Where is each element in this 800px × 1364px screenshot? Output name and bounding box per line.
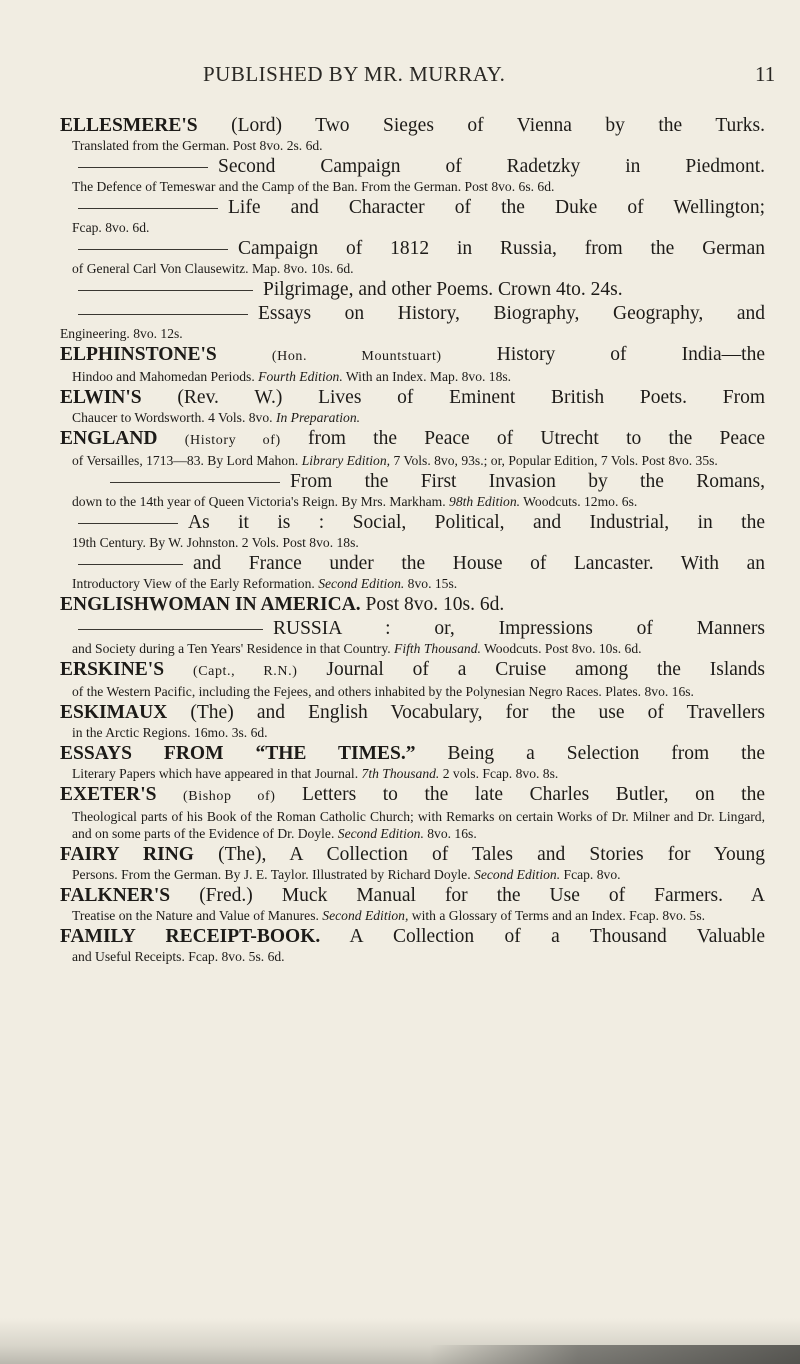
entry-title: RUSSIA : or, Impressions of Manners — [273, 618, 765, 639]
entry-details: Chaucer to Wordsworth. 4 Vols. 8vo. In Preparation. — [72, 410, 361, 425]
catalogue-entry — [60, 156, 765, 195]
entry-details: Introductory View of the Early Reformation. Second Edition. 8vo. 15s. — [72, 576, 458, 591]
entry-headword: EXETER'S — [60, 784, 157, 805]
entry-author-qualifier: (History of) — [184, 433, 281, 448]
entry-title: Letters to the late Charles Butler, on the — [275, 784, 765, 805]
catalogue-entry — [60, 926, 765, 965]
entry-author-qualifier: (Lord) — [231, 115, 283, 136]
ditto-rule — [78, 523, 178, 524]
entry-details: Hindoo and Mahomedan Periods. Fourth Edition. With an Index. Map. 8vo. 18s. — [72, 369, 512, 384]
catalogue-entry — [60, 471, 765, 510]
catalogue-entry — [60, 428, 765, 469]
entry-headword: ESSAYS FROM “THE TIMES.” — [60, 743, 416, 764]
ditto-rule — [78, 564, 183, 565]
entry-title: Post 8vo. 10s. 6d. — [360, 594, 505, 615]
page-header — [0, 62, 800, 92]
catalogue-entry — [60, 659, 765, 700]
catalogue-entry — [60, 844, 765, 883]
entry-title: Campaign of 1812 in Russia, from the German — [238, 238, 765, 259]
entry-title: Second Campaign of Radetzky in Piedmont. — [218, 156, 765, 177]
catalogue-entry — [60, 594, 765, 616]
entry-details: and Useful Receipts. Fcap. 8vo. 5s. 6d. — [72, 949, 285, 964]
entry-details: of General Carl Von Clausewitz. Map. 8vo. 10s. 6d. — [72, 261, 354, 276]
entry-title: A Collection of Tales and Stories for Young — [266, 844, 765, 865]
catalogue-entry — [60, 784, 765, 842]
entry-headword: FAIRY RING — [60, 844, 194, 865]
catalogue-entry — [60, 885, 765, 924]
entry-title: Essays on History, Biography, Geography, and — [258, 303, 765, 324]
entry-headword: FALKNER'S — [60, 885, 171, 906]
entry-author-qualifier: (Hon. Mountstuart) — [271, 349, 442, 364]
catalogue-entry — [60, 197, 765, 236]
entry-headword: ELPHINSTONE'S — [60, 344, 217, 365]
entry-headword: ERSKINE'S — [60, 659, 165, 680]
ditto-rule — [78, 314, 248, 315]
entry-details: The Defence of Temeswar and the Camp of the Ban. From the German. Post 8vo. 6s. 6d. — [72, 179, 555, 194]
ditto-rule — [78, 167, 208, 168]
entry-title: Muck Manual for the Use of Farmers. A — [252, 885, 765, 906]
page-edge-scan-artifact — [430, 1345, 800, 1364]
entry-title: As it is : Social, Political, and Industrial, in the — [188, 512, 765, 533]
entry-headword: ENGLISHWOMAN IN AMERICA. — [60, 594, 361, 615]
entry-author-qualifier: (The), — [218, 844, 267, 865]
entry-headword: ELWIN'S — [60, 387, 142, 408]
catalogue-entry — [60, 553, 765, 592]
entry-details: Literary Papers which have appeared in that Journal. 7th Thousand. 2 vols. Fcap. 8vo. 8s. — [72, 766, 559, 781]
ditto-rule — [78, 290, 253, 291]
catalogue-list — [60, 115, 765, 967]
entry-headword: ESKIMAUX — [60, 702, 168, 723]
entry-details: Theological parts of his Book of the Roman Catholic Church; with Remarks on certain Works of Dr. Milner and Dr. Lingard, and on some parts of the Evidence of Dr. Doyle. Second Edition. 8vo. 16s. — [72, 809, 765, 841]
entry-title: Life and Character of the Duke of Wellington; — [228, 197, 765, 218]
entry-details: in the Arctic Regions. 16mo. 3s. 6d. — [72, 725, 268, 740]
entry-details: Persons. From the German. By J. E. Taylor. Illustrated by Richard Doyle. Second Edition. Fcap. 8vo. — [72, 867, 621, 882]
ditto-rule — [78, 249, 228, 250]
entry-headword: FAMILY RECEIPT-BOOK. — [60, 926, 321, 947]
entry-headword: ELLESMERE'S — [60, 115, 198, 136]
entry-title: from the Peace of Utrecht to the Peace — [280, 428, 765, 449]
entry-details: 19th Century. By W. Johnston. 2 Vols. Post 8vo. 18s. — [72, 535, 359, 550]
entry-title: Lives of Eminent British Poets. From — [282, 387, 765, 408]
catalogue-entry — [60, 115, 765, 154]
catalogue-entry — [60, 303, 765, 342]
entry-title: History of India—the — [441, 344, 765, 365]
page-number: 11 — [755, 62, 776, 86]
catalogue-entry — [60, 387, 765, 426]
catalogue-entry — [60, 743, 765, 782]
entry-author-qualifier: (Bishop of) — [183, 789, 276, 804]
catalogue-entry — [60, 512, 765, 551]
entry-author-qualifier: (Capt., R.N.) — [192, 664, 298, 679]
entry-title: and France under the House of Lancaster. With an — [193, 553, 765, 574]
entry-title: Two Sieges of Vienna by the Turks. — [282, 115, 765, 136]
entry-details: down to the 14th year of Queen Victoria's Reign. By Mrs. Markham. 98th Edition. Woodcuts. 12mo. 6s. — [72, 494, 638, 509]
entry-details: and Society during a Ten Years' Residence in that Country. Fifth Thousand. Woodcuts. Post 8vo. 10s. 6d. — [72, 641, 642, 656]
entry-details: of the Western Pacific, including the Fejees, and others inhabited by the Polynesian Negro Races. Plates. 8vo. 16s. — [72, 684, 694, 699]
entry-title: Pilgrimage, and other Poems. Crown 4to. 24s. — [263, 279, 623, 300]
catalogue-entry — [60, 279, 765, 301]
entry-details: Translated from the German. Post 8vo. 2s. 6d. — [72, 138, 323, 153]
ditto-rule — [78, 629, 263, 630]
catalogue-entry — [60, 618, 765, 657]
entry-details: Fcap. 8vo. 6d. — [72, 220, 150, 235]
entry-title: and English Vocabulary, for the use of Travellers — [233, 702, 765, 723]
entry-title: From the First Invasion by the Romans, — [290, 471, 765, 492]
entry-title: Being a Selection from the — [415, 743, 765, 764]
ditto-rule — [110, 482, 280, 483]
entry-details: Engineering. 8vo. 12s. — [60, 326, 183, 341]
entry-headword: ENGLAND — [60, 428, 158, 449]
running-head: PUBLISHED BY MR. MURRAY. — [203, 62, 506, 86]
catalogue-entry — [60, 344, 765, 385]
entry-details: of Versailles, 1713—83. By Lord Mahon. Library Edition, 7 Vols. 8vo, 93s.; or, Popular Edition, 7 Vols. Post 8vo. 35s. — [72, 453, 718, 468]
entry-author-qualifier: (Fred.) — [199, 885, 253, 906]
ditto-rule — [78, 208, 218, 209]
entry-author-qualifier: (The) — [190, 702, 234, 723]
entry-title: A Collection of a Thousand Valuable — [320, 926, 765, 947]
catalogue-entry — [60, 702, 765, 741]
entry-details: Treatise on the Nature and Value of Manures. Second Edition, with a Glossary of Terms and an Index. Fcap. 8vo. 5s. — [72, 908, 706, 923]
entry-author-qualifier: (Rev. W.) — [177, 387, 283, 408]
entry-title: Journal of a Cruise among the Islands — [297, 659, 765, 680]
catalogue-entry — [60, 238, 765, 277]
